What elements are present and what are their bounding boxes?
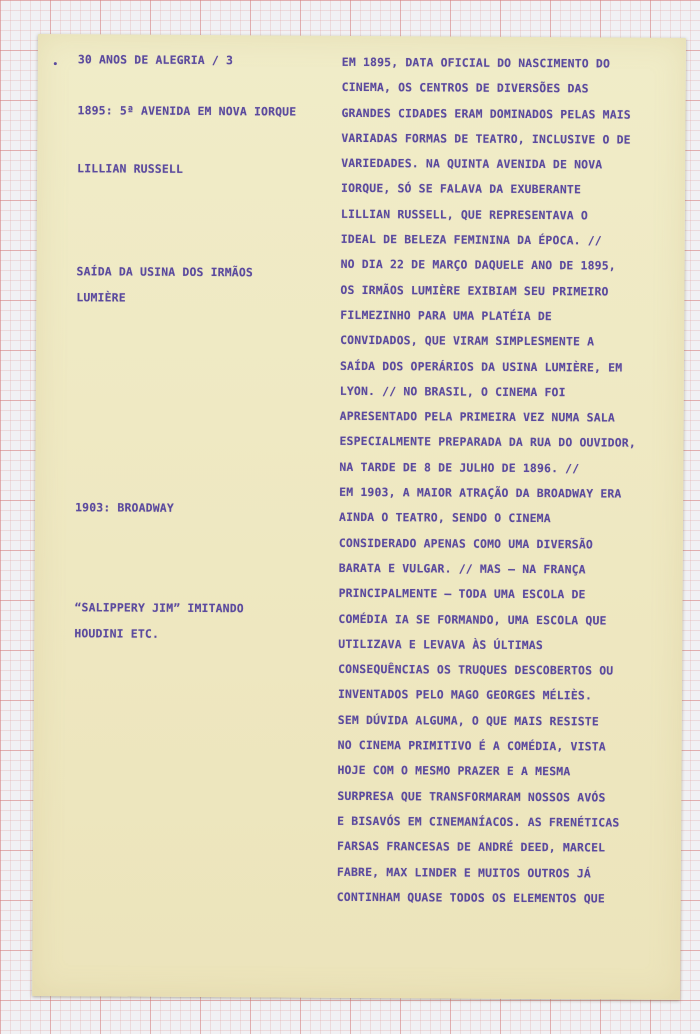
scene-note-lillian-russell: LILLIAN RUSSELL [77,161,184,176]
scene-note-lumiere-name: LUMIÈRE [76,290,126,305]
narration-line: FILMEZINHO PARA UMA PLATÉIA DE [340,307,553,324]
narration-line: EM 1895, DATA OFICIAL DO NASCIMENTO DO [341,54,611,71]
narration-line: HOJE COM O MESMO PRAZER E A MESMA [337,763,571,779]
scene-note-slippery-jim: “SALIPPERY JIM” IMITANDO [74,600,244,616]
narration-line: FABRE, MAX LINDER E MUITOS OUTROS JÁ [336,864,592,880]
narration-line: CONVIDADOS, QUE VIRAM SIMPLESMENTE A [340,333,595,349]
narration-line: SAÍDA DOS OPERÁRIOS DA USINA LUMIÈRE, EM [339,358,623,375]
scene-note-houdini: HOUDINI ETC. [74,626,160,641]
narration-text [337,50,639,912]
narration-line: LYON. // NO BRASIL, O CINEMA FOI [339,383,566,400]
narration-line: SEM DÚVIDA ALGUMA, O QUE MAIS RESISTE [337,712,599,729]
narration-line: APRESENTADO PELA PRIMEIRA VEZ NUMA SALA [339,409,615,425]
narration-line: IORQUE, SÓ SE FALAVA DA EXUBERANTE [341,181,582,197]
narration-line: ESPECIALMENTE PREPARADA DA RUA DO OUVIDOR, [339,434,636,451]
narration-line: OS IRMÃOS LUMIÈRE EXIBIAM SEU PRIMEIRO [340,282,609,299]
narration-line: CONSIDERADO APENAS COMO UMA DIVERSÃO [338,535,594,552]
narration-line: CINEMA, OS CENTROS DE DIVERSÕES DAS [341,80,589,96]
narration-line: NO CINEMA PRIMITIVO É A COMÉDIA, VISTA [337,737,606,754]
narration-line: NA TARDE DE 8 DE JULHO DE 1896. // [339,459,580,476]
ink-dot [54,62,57,65]
narration-line: GRANDES CIDADES ERAM DOMINADOS PELAS MAIS [341,105,631,122]
narration-line: IDEAL DE BELEZA FEMININA DA ÉPOCA. // [340,231,602,248]
narration-line: EM 1903, A MAIOR ATRAÇÃO DA BROADWAY ERA [339,484,622,501]
narration-line: BARATA E VULGAR. // MAS — NA FRANÇA [338,560,586,577]
narration-line: INVENTADOS PELO MAGO GEORGES MÉLIÈS. [337,687,593,703]
narration-line: CONSEQUÊNCIAS OS TRUQUES DESCOBERTOS OU [338,661,614,678]
narration-line: VARIEDADES. NA QUINTA AVENIDA DE NOVA [341,156,603,172]
narration-line: LILLIAN RUSSELL, QUE REPRESENTAVA O [340,206,588,223]
narration-line: NO DIA 22 DE MARÇO DAQUELE ANO DE 1895, [340,257,616,273]
narration-line: VARIADAS FORMAS DE TEATRO, INCLUSIVE O DE [341,130,631,147]
scene-note-1903-broadway: 1903: BROADWAY [75,500,174,515]
page-header: 30 ANOS DE ALEGRIA / 3 [77,52,234,68]
narration-line: FARSAS FRANCESAS DE ANDRÉ DEED, MARCEL [337,839,606,855]
narration-line: CONTINHAM QUASE TODOS OS ELEMENTOS QUE [336,889,605,906]
narration-line: PRINCIPALMENTE — TODA UMA ESCOLA DE [338,586,586,602]
narration-line: COMÉDIA IA SE FORMANDO, UMA ESCOLA QUE [338,611,607,628]
scene-note-lumiere-factory: SAÍDA DA USINA DOS IRMÃOS [76,264,254,280]
narration-line: AINDA O TEATRO, SENDO O CINEMA [339,510,551,526]
narration-line: UTILIZAVA E LEVAVA ÀS ÚLTIMAS [338,636,544,652]
narration-line: E BISAVÓS EM CINEMANÍACOS. AS FRENÉTICAS [337,813,620,830]
typewritten-page [32,34,686,1000]
scene-note-1895-fifth-avenue: 1895: 5ª AVENIDA EM NOVA IORQUE [77,103,297,119]
narration-line: SURPRESA QUE TRANSFORMARAM NOSSOS AVÓS [337,788,606,805]
